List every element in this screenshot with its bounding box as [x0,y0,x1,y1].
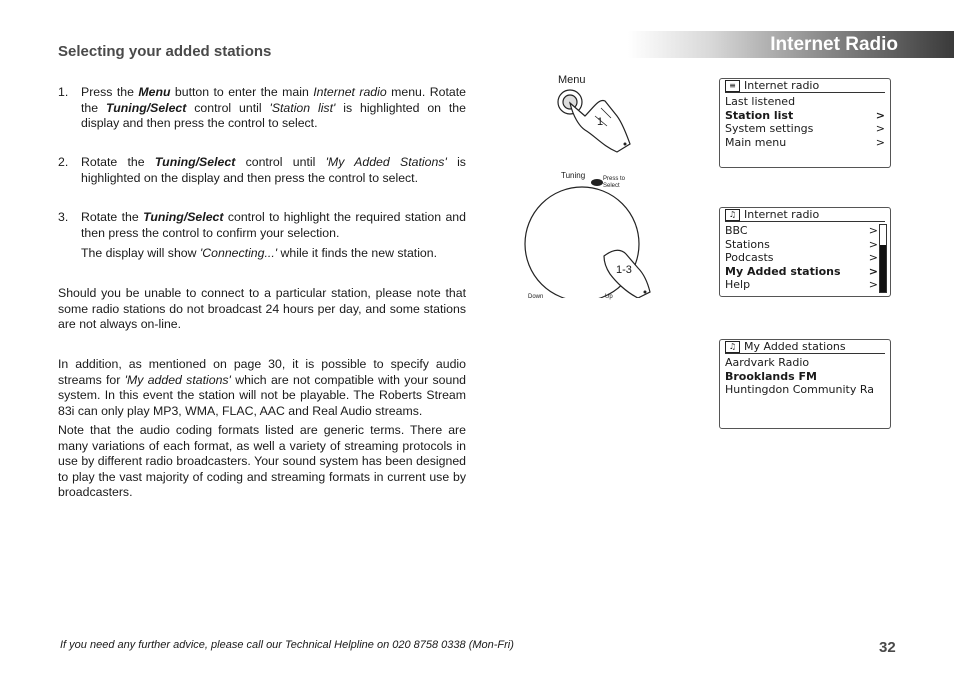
text-run: control until [186,100,270,115]
chevron-right-icon: > [868,224,878,237]
screen-header [725,208,885,222]
text-run: while it finds the new station. [277,246,438,261]
text-run: Internet radio [313,85,387,99]
text-run: 'Connecting...' [199,246,278,261]
chevron-right-icon: > [875,122,885,135]
screen-header [725,340,885,354]
text-run: which are not compatible with your sound system. In this event the station will not be playable. The Roberts Stream 83i can only play MP3, WMA, FLAC, AAC and Real Audio streams. [58,372,467,418]
step-note [81,246,466,262]
menu-item[interactable]: Aardvark Radio [725,356,810,369]
text-run: 'Station list' [269,100,336,115]
text-run: 'My added stations' [124,372,231,387]
step-text [81,155,466,186]
text-run: Rotate the [81,210,144,224]
text-run: Press the [81,85,139,99]
text-run: menu. Rotate the [81,85,466,115]
step-1 [58,85,466,132]
up-label: Up [605,294,613,300]
scrollbar [879,224,887,293]
text-run: Tuning/Select [143,210,224,224]
music-icon: ♫ [725,209,740,221]
menu-item[interactable]: Help [725,278,751,291]
text-run: Rotate the [81,155,155,169]
menu-item[interactable]: Last listened [725,95,796,108]
section-title: Selecting your added stations [58,43,272,60]
list-icon: ≡ [725,80,740,92]
menu-item[interactable]: Station list [725,108,794,122]
text-run: In addition, as mentioned on page 30, it is possible to specify audio streams for [58,357,466,387]
menu-item[interactable]: Main menu [725,135,787,149]
scrollbar-thumb [880,245,886,292]
menu-item[interactable]: Podcasts [725,251,774,264]
tuning-label: Tuning [561,171,586,180]
step-number: 1. [58,85,69,99]
menu-item[interactable]: Stations [725,237,770,251]
step-text [81,210,466,241]
helpline-footer: If you need any further advice, please call our Technical Helpline on 020 8758 0338 (Mon-Fri) [60,639,514,651]
display-screen-internet-radio-menu [719,207,891,297]
step-2 [58,155,466,186]
music-icon: ♫ [725,341,740,353]
text-run: 'My Added Stations' [325,155,447,169]
text-run: is highlighted on the display and then press the control to select. [81,100,466,131]
text-run: Tuning/Select [105,100,187,115]
menu-item[interactable]: Huntingdon Community Ra [725,383,875,396]
step-text [81,85,466,132]
chevron-right-icon: > [868,264,878,278]
tuning-dial-illustration [520,182,660,298]
text-run: The display will show [81,246,200,261]
press-label-line: Press to [603,176,626,182]
menu-item[interactable]: BBC [725,224,748,237]
chevron-right-icon: > [868,237,878,251]
down-label: Down [528,294,544,300]
tuning-step-label: 1-3 [616,264,632,276]
menu-item[interactable]: My Added stations [725,264,841,278]
step-number: 2. [58,155,69,169]
chevron-right-icon: > [875,108,885,122]
display-screen-my-added-stations [719,339,891,429]
display-screen-internet-radio [719,78,891,168]
menu-label: Menu [558,74,586,86]
text-run: control to highlight the required station and then press the control to confirm your selection. [81,210,466,240]
banner-title: Internet Radio [770,34,898,55]
text-run: control until [235,155,326,169]
chevron-right-icon: > [875,135,885,149]
press-label-line: Select [603,183,620,189]
section-banner [628,31,954,58]
step-3 [58,210,466,262]
screen-title: Internet radio [744,208,820,221]
screen-title: Internet radio [744,79,820,92]
screen-header [725,79,885,93]
screen-title: My Added stations [744,340,846,353]
text-run: Tuning/Select [154,155,236,169]
text-run: is highlighted on the display and then press the control to select. [81,155,466,185]
menu-step-label: 1 [597,116,604,128]
step-number: 3. [58,210,69,224]
paragraph-formats: Note that the audio coding formats listed are generic terms. There are many variations of each format, as well a variety of streaming protocols in use by different radio broadcasters. Your sound system has been designed to play the vast majority of coding and streaming formats in current use by broadcasters. [58,423,466,500]
text-run: button to enter the main [170,85,314,99]
menu-item[interactable]: Brooklands FM [725,369,817,383]
paragraph-streams [58,357,466,419]
page-number: 32 [879,639,896,656]
chevron-right-icon: > [868,278,878,291]
text-run: Menu [138,85,171,99]
chevron-right-icon: > [868,251,878,264]
menu-item[interactable]: System settings [725,122,814,135]
paragraph-connection: Should you be unable to connect to a particular station, please note that some radio stations do not broadcast 24 hours per day, and some stations are not always on-line. [58,286,466,332]
